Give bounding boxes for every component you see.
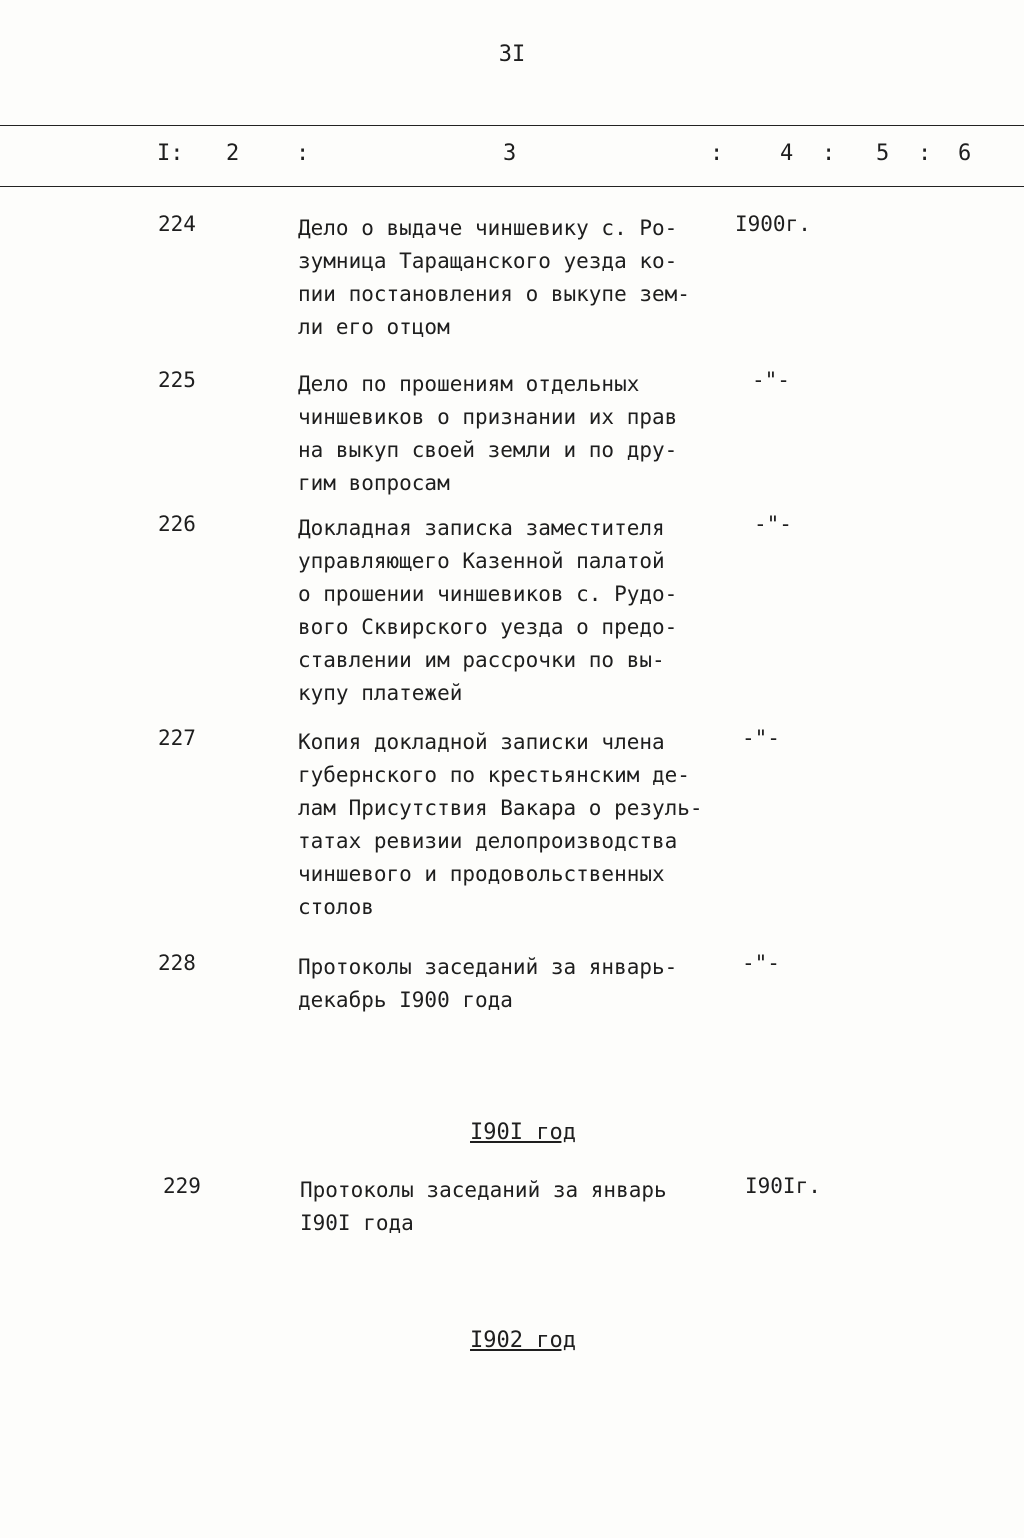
entry-date: -"- xyxy=(742,726,780,750)
entry-title: Дело о выдаче чиншевику с. Ро- зумница Таращанского уезда ко- пии постановления о выкупе зем- ли его отцом xyxy=(298,216,690,339)
entry-date: I90Iг. xyxy=(745,1174,821,1198)
entry-number: 228 xyxy=(158,951,196,975)
column-separator: : xyxy=(918,141,932,166)
entry-number: 227 xyxy=(158,726,196,750)
entry-date: I900г. xyxy=(735,212,811,236)
column-header-3: 3 xyxy=(503,141,517,166)
year-heading-1902: I902 год xyxy=(470,1328,576,1353)
column-header-2: 2 xyxy=(226,141,240,166)
entry-title: Протоколы заседаний за январь- декабрь I900 года xyxy=(298,955,678,1012)
page-number: 3I xyxy=(498,42,526,67)
entry-date: -"- xyxy=(742,951,780,975)
column-header-6: 6 xyxy=(958,141,972,166)
column-header-5: 5 xyxy=(876,141,890,166)
table-header-bottom-rule xyxy=(0,186,1024,187)
table-top-rule xyxy=(0,125,1024,126)
entry-title: Докладная записка заместителя управляющего Казенной палатой о прошении чиншевиков с. Рудо- вого Сквирского уезда о предо- ставлении им рассрочки по вы- купу платежей xyxy=(298,516,678,705)
entry-number: 229 xyxy=(163,1174,201,1198)
column-separator: : xyxy=(710,141,724,166)
entry-title: Дело по прошениям отдельных чиншевиков о признании их прав на выкуп своей земли и по дру- гим вопросам xyxy=(298,372,678,495)
column-header-4: 4 xyxy=(780,141,794,166)
entry-title: Протоколы заседаний за январь I90I года xyxy=(300,1178,667,1235)
column-separator: : xyxy=(296,141,310,166)
entry-number: 224 xyxy=(158,212,196,236)
entry-number: 226 xyxy=(158,512,196,536)
entry-number: 225 xyxy=(158,368,196,392)
column-header-1: I: xyxy=(157,141,184,166)
column-separator: : xyxy=(822,141,836,166)
year-heading-1901: I90I год xyxy=(470,1120,576,1145)
entry-date: -"- xyxy=(752,368,790,392)
entry-title: Копия докладной записки члена губернского по крестьянским де- лам Присутствия Вакара о резуль- татах ревизии делопроизводства чиншевого и продовольственных столов xyxy=(298,730,703,919)
entry-date: -"- xyxy=(754,512,792,536)
